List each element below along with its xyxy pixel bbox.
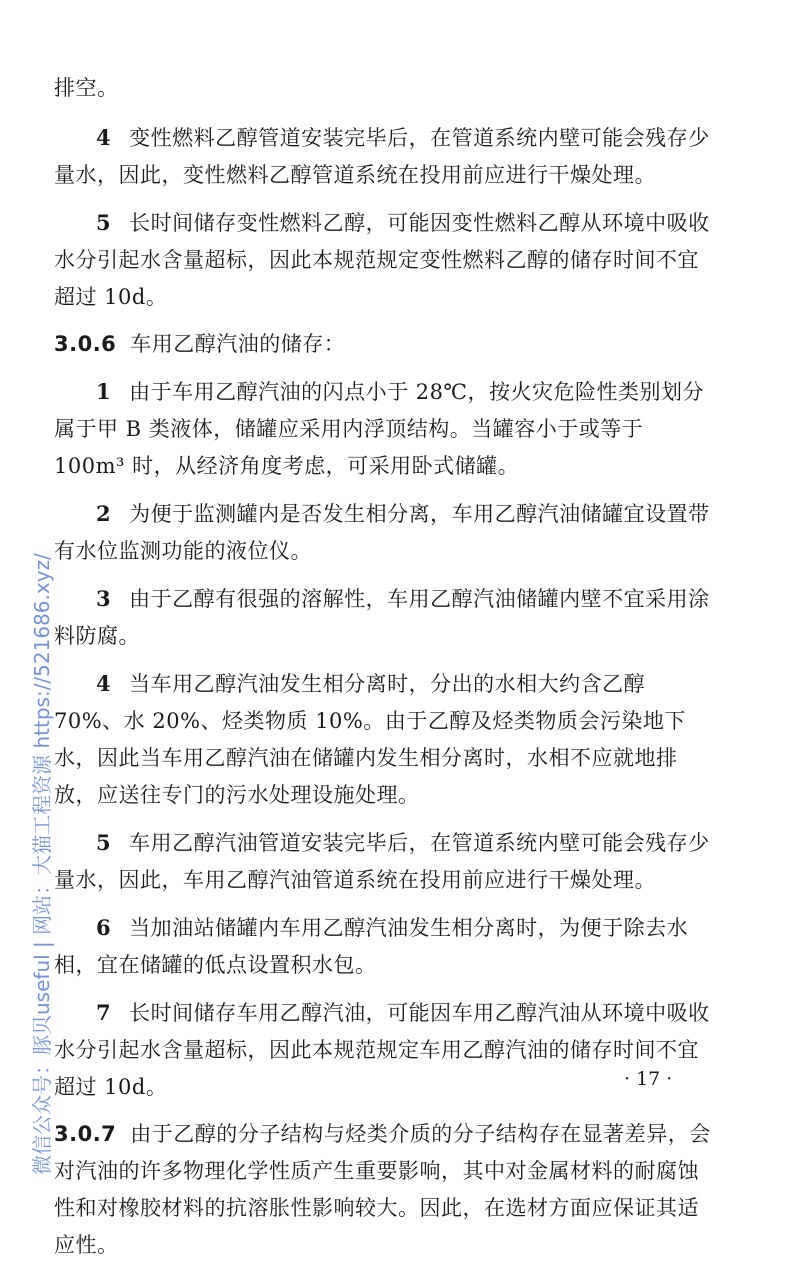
clause-item <box>54 665 714 814</box>
item-number: 2 <box>96 501 112 526</box>
item-number: 5 <box>96 210 112 235</box>
item-number: 4 <box>96 671 112 696</box>
section-number: 3.0.6 <box>54 332 117 356</box>
item-text: 由于乙醇有很强的溶解性，车用乙醇汽油储罐内壁不宜采用涂料防腐。 <box>54 587 710 648</box>
item-number: 1 <box>96 379 112 404</box>
clause-item <box>54 909 714 984</box>
paragraph-continuation <box>54 70 714 107</box>
item-text: 车用乙醇汽油管道安装完毕后，在管道系统内壁可能会残存少量水，因此，车用乙醇汽油管道系统在投用前应进行干燥处理。 <box>54 831 710 892</box>
clause-item <box>54 495 714 570</box>
item-text: 当车用乙醇汽油发生相分离时，分出的水相大约含乙醇 70%、水 20%、烃类物质 10%。由于乙醇及烃类物质会污染地下水，因此当车用乙醇汽油在储罐内发生相分离时，水相不应就地排放，应送往专门的污水处理设施处理。 <box>54 672 686 807</box>
item-text: 为便于监测罐内是否发生相分离，车用乙醇汽油储罐宜设置带有水位监测功能的液位仪。 <box>54 502 710 563</box>
section-number: 3.0.7 <box>54 1122 117 1146</box>
item-text: 长时间储存车用乙醇汽油，可能因车用乙醇汽油从环境中吸收水分引起水含量超标，因此本规范规定车用乙醇汽油的储存时间不宜超过 10d。 <box>54 1001 710 1099</box>
paragraph-text: 排空。 <box>54 76 119 100</box>
watermark: 微信公众号：豚贝useful | 网站：大猫工程资源 https://521686.xyz/ <box>30 553 54 1175</box>
clause-item <box>54 373 714 485</box>
page-number: · 17 · <box>624 1068 673 1090</box>
section-title: 车用乙醇汽油的储存： <box>130 332 346 356</box>
clause-item <box>54 119 714 194</box>
document-body <box>54 70 714 1274</box>
section-text: 由于乙醇的分子结构与烃类介质的分子结构存在显著差异，会对汽油的许多物理化学性质产生重要影响，其中对金属材料的耐腐蚀性和对橡胶材料的抗溶胀性影响较大。因此，在选材方面应保证其适应性。 <box>54 1122 711 1257</box>
item-number: 6 <box>96 915 112 940</box>
item-number: 7 <box>96 1000 112 1025</box>
item-text: 当加油站储罐内车用乙醇汽油发生相分离时，为便于除去水相，宜在储罐的低点设置积水包。 <box>54 916 689 977</box>
clause-item <box>54 824 714 899</box>
clause-item <box>54 580 714 655</box>
item-number: 5 <box>96 830 112 855</box>
section-heading <box>54 326 714 363</box>
item-text: 长时间储存变性燃料乙醇，可能因变性燃料乙醇从环境中吸收水分引起水含量超标，因此本规范规定变性燃料乙醇的储存时间不宜超过 10d。 <box>54 211 710 309</box>
item-number: 3 <box>96 586 112 611</box>
clause-item <box>54 994 714 1106</box>
section-paragraph <box>54 1116 714 1264</box>
clause-item <box>54 204 714 316</box>
item-text: 由于车用乙醇汽油的闪点小于 28℃，按火灾危险性类别划分属于甲 B 类液体，储罐应采用内浮顶结构。当罐容小于或等于 100m³ 时，从经济角度考虑，可采用卧式储罐。 <box>54 380 705 478</box>
item-number: 4 <box>96 125 112 150</box>
item-text: 变性燃料乙醇管道安装完毕后，在管道系统内壁可能会残存少量水，因此，变性燃料乙醇管道系统在投用前应进行干燥处理。 <box>54 126 710 187</box>
